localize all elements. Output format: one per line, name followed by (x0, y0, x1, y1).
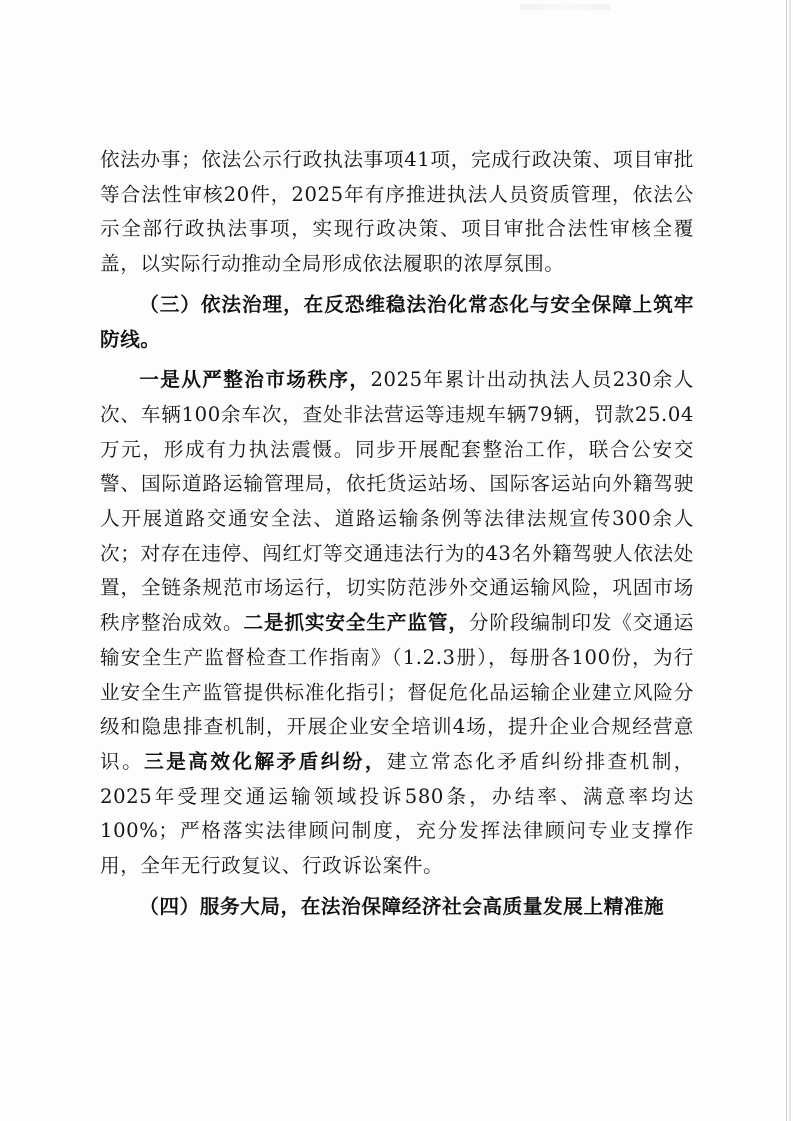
paragraph-continuation: 依法办事；依法公示行政执法事项41项，完成行政决策、项目审批等合法性审核20件，2025年有序推进执法人员资质管理，依法公示全部行政执法事项，实现行政决策、项目审批合法性审核全覆盖，以实际行动推动全局形成依法履职的浓厚氛围。 (100, 148, 694, 276)
lead-phrase-3: 三是高效化解矛盾纠纷， (144, 749, 387, 773)
paragraph-text-1: 2025年累计出动执法人员230余人次、车辆100余车次，查处非法营运等违规车辆79辆，罚款25.04万元，形成有力执法震慑。同步开展配套整治工作，联合公安交警、国际道路运输管理局，依托货运站场、国际客运站向外籍驾驶人开展道路交通安全法、道路运输条例等法律法规宣传300余人次；对存在违停、闯红灯等交通违法行为的43名外籍驾驶人依法处置，全链条规范市场运行，切实防范涉外交通运输风险，巩固市场秩序整治成效。 (100, 368, 695, 635)
paragraph-section-3 (100, 363, 694, 884)
scan-edge (786, 0, 787, 1121)
document-body (100, 143, 694, 924)
lead-phrase-2: 二是抓实安全生产监管， (243, 611, 469, 635)
scan-edge-shadow (789, 0, 791, 1121)
paragraph-text-2: 分阶段编制印发《交通运输安全生产监督检查工作指南》（1.2.3册），每册各100份，为行业安全生产监管提供标准化指引；督促危化品运输企业建立风险分级和隐患排查机制，开展企业安全培训4场，提升企业合规经营意识。 (100, 611, 694, 773)
paragraph-text-3: 建立常态化矛盾纠纷排查机制，2025年受理交通运输领域投诉580条，办结率、满意率均达100%；严格落实法律顾问制度，充分发挥法律顾问专业支撑作用，全年无行政复议、行政诉讼案件。 (100, 749, 694, 878)
section-heading-4: （四）服务大局，在法治保障经济社会高质量发展上精准施 (139, 894, 665, 918)
lead-phrase-1: 一是从严整治市场秩序， (139, 368, 371, 392)
section-heading-3: （三）依法治理，在反恐维稳法治化常态化与安全保障上筑牢防线。 (100, 292, 694, 351)
scan-artifact (520, 4, 610, 10)
